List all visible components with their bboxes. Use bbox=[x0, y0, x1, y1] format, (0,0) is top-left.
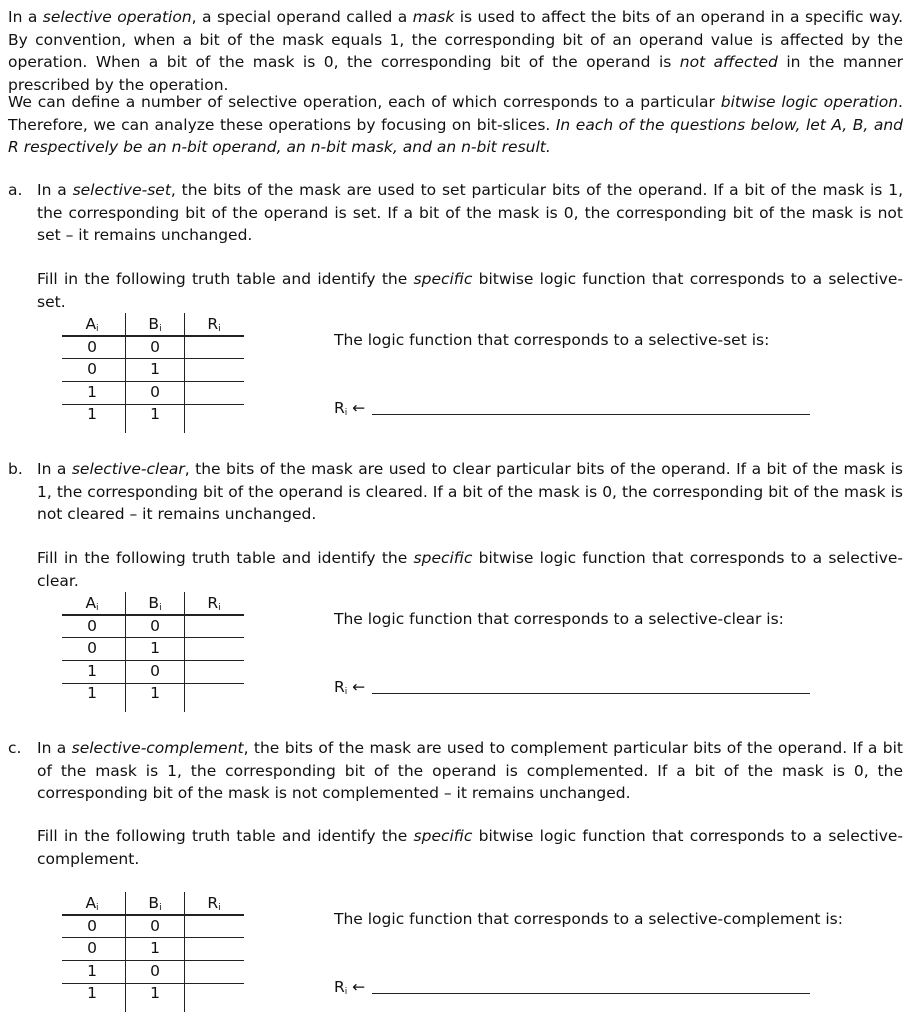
intro-paragraph-2: We can define a number of selective operation, each of which corresponds to a particular bitwise logic operation. Therefore, we can analyze these operations by focusing on bit-slices. In each of the questions below, let A, B, and R respectively be an n-bit operand, an n-bit mask, and an n-bit result. bbox=[8, 93, 903, 156]
question-c-instruction: Fill in the following truth table and identify the specific bitwise logic function that corresponds to a selective-complement. bbox=[37, 827, 904, 868]
truth-table-a bbox=[62, 313, 244, 426]
answer-line-a[interactable] bbox=[372, 414, 810, 415]
answer-line-c[interactable] bbox=[372, 993, 810, 994]
table-header-row bbox=[62, 313, 244, 336]
intro-paragraph-1: In a selective operation, a special operand called a mask is used to affect the bits of an operand in a specific way. By convention, when a bit of the mask equals 1, the corresponding bit of an operand value is affected by the operation. When a bit of the mask is 0, the corresponding bit of the operand is not affected in the manner prescribed by the operation. bbox=[8, 8, 904, 94]
question-b-instruction: Fill in the following truth table and identify the specific bitwise logic function that corresponds to a selective-clear. bbox=[37, 549, 904, 590]
answer-line-b[interactable] bbox=[372, 693, 810, 694]
table-divider bbox=[184, 892, 185, 1012]
table-divider bbox=[62, 381, 244, 382]
table-divider bbox=[62, 358, 244, 359]
table-divider bbox=[125, 892, 126, 1012]
table-row: 0 1 bbox=[87, 939, 160, 958]
table-divider bbox=[184, 592, 185, 712]
table-divider bbox=[62, 404, 244, 405]
table-divider bbox=[62, 960, 244, 961]
assignment-label-a: $R_i$ ← bbox=[334, 399, 366, 418]
table-divider bbox=[62, 660, 244, 661]
table-divider bbox=[62, 335, 244, 337]
table-divider bbox=[62, 983, 244, 984]
table-row: 0 0 bbox=[87, 337, 160, 356]
table-row: 0 0 bbox=[87, 616, 160, 635]
table-divider bbox=[125, 592, 126, 712]
function-prompt-a: The logic function that corresponds to a selective-set is: bbox=[334, 331, 770, 349]
table-divider bbox=[184, 313, 185, 433]
truth-table-c bbox=[62, 892, 244, 1005]
truth-table-b bbox=[62, 592, 244, 705]
header-r: $R_i$ bbox=[207, 315, 221, 334]
table-row: 1 0 bbox=[87, 961, 160, 980]
function-prompt-b: The logic function that corresponds to a selective-clear is: bbox=[334, 610, 784, 628]
table-divider bbox=[125, 313, 126, 433]
table-header-row bbox=[62, 592, 244, 615]
table-row: 0 0 bbox=[87, 916, 160, 935]
table-row: 1 0 bbox=[87, 382, 160, 401]
table-row: 0 1 bbox=[87, 639, 160, 658]
table-row: 1 1 bbox=[87, 684, 160, 703]
question-b-marker: b. bbox=[8, 460, 23, 478]
table-divider bbox=[62, 614, 244, 616]
assignment-label-b: $R_i$ ← bbox=[334, 678, 366, 697]
question-a-instruction: Fill in the following truth table and identify the specific bitwise logic function that corresponds to a selective-set. bbox=[37, 270, 904, 311]
table-divider bbox=[62, 937, 244, 938]
header-a: $A_i$ bbox=[85, 594, 99, 613]
question-b-text: In a selective-clear, the bits of the mask are used to clear particular bits of the operand. If a bit of the mask is 1, the corresponding bit of the operand is cleared. If a bit of the mask is 0, the corresponding bit of the mask is not cleared – it remains unchanged. bbox=[37, 460, 904, 523]
header-b: $B_i$ bbox=[148, 594, 162, 613]
header-b: $B_i$ bbox=[148, 315, 162, 334]
table-row: 0 1 bbox=[87, 360, 160, 379]
header-a: $A_i$ bbox=[85, 894, 99, 913]
header-b: $B_i$ bbox=[148, 894, 162, 913]
question-a-text: In a selective-set, the bits of the mask are used to set particular bits of the operand. If a bit of the mask is 1, the corresponding bit of the operand is set. If a bit of the mask is 0, the corresponding bit of the mask is not set – it remains unchanged. bbox=[37, 181, 904, 244]
header-a: $A_i$ bbox=[85, 315, 99, 334]
assignment-label-c: $R_i$ ← bbox=[334, 978, 366, 997]
header-r: $R_i$ bbox=[207, 894, 221, 913]
header-r: $R_i$ bbox=[207, 594, 221, 613]
table-row: 1 1 bbox=[87, 405, 160, 424]
function-prompt-c: The logic function that corresponds to a selective-complement is: bbox=[334, 910, 843, 928]
question-c-marker: c. bbox=[8, 739, 22, 757]
question-a-marker: a. bbox=[8, 181, 23, 199]
table-divider bbox=[62, 914, 244, 916]
table-divider bbox=[62, 637, 244, 638]
table-row: 1 0 bbox=[87, 661, 160, 680]
question-c-text: In a selective-complement, the bits of the mask are used to complement particular bits of the operand. If a bit of the mask is 1, the corresponding bit of the operand is complemented. If a bit of the mask is 0, the corresponding bit of the mask is not complemented – it remains unchanged. bbox=[37, 739, 904, 802]
table-header-row bbox=[62, 892, 244, 915]
table-divider bbox=[62, 683, 244, 684]
table-row: 1 1 bbox=[87, 984, 160, 1003]
